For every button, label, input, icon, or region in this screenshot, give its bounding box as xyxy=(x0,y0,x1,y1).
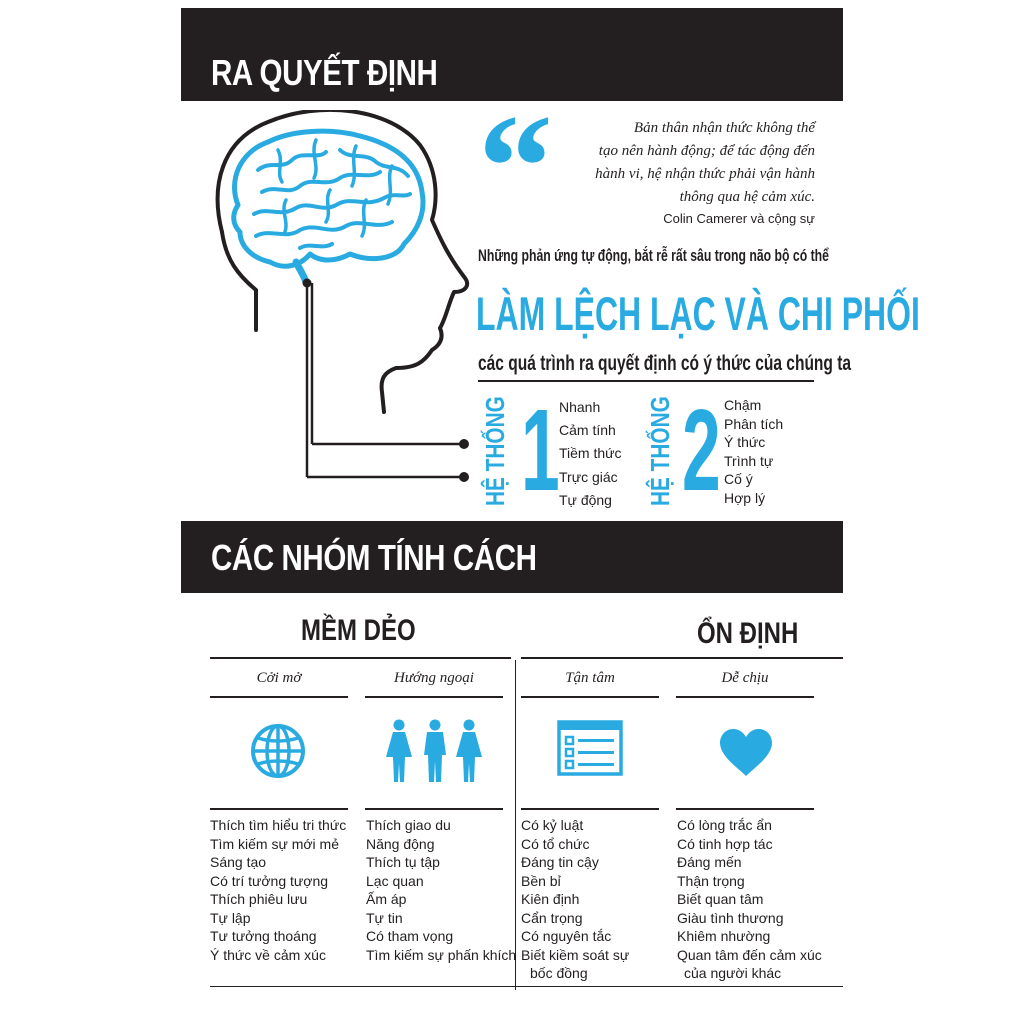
quote-line: hành vi, hệ nhận thức phải vận hành xyxy=(595,166,815,182)
quote-line: Bản thân nhận thức không thể xyxy=(633,120,815,136)
section-banner-personality xyxy=(181,521,843,593)
trait-item: Thích tụ tập xyxy=(366,854,440,870)
system-connector-lines xyxy=(303,279,470,483)
statement-line-1: Những phản ứng tự động, bắt rễ rất sâu trong não bộ có thể xyxy=(478,246,829,265)
column-title-conscientiousness: Tận tâm xyxy=(565,670,615,686)
statement-highlight: LÀM LỆCH LẠC VÀ CHI PHỐI xyxy=(476,287,920,340)
trait-item: Có lòng trắc ẩn xyxy=(677,817,772,833)
trait-item: Thích tìm hiểu tri thức xyxy=(210,817,347,833)
trait-item: Quan tâm đến cảm xúc xyxy=(677,946,822,963)
system-trait: Tự động xyxy=(559,491,612,508)
trait-item: Biết quan tâm xyxy=(677,891,764,907)
statement-line-3: các quá trình ra quyết định có ý thức của chúng ta xyxy=(478,352,852,375)
trait-item: Thích giao du xyxy=(366,817,451,833)
trait-item: Sáng tạo xyxy=(210,854,267,870)
section-title-personality: CÁC NHÓM TÍNH CÁCH xyxy=(211,537,537,578)
trait-item: Cẩn trọng xyxy=(521,909,583,926)
system-trait: Trực giác xyxy=(559,468,618,485)
trait-item: Giàu tình thương xyxy=(677,909,784,926)
column-rule xyxy=(676,696,814,698)
column-rule xyxy=(210,696,348,698)
column-rule xyxy=(521,808,659,810)
system-2-traits xyxy=(724,396,783,508)
column-rule xyxy=(365,808,503,810)
trait-item: Tư tưởng thoáng xyxy=(210,928,317,944)
group-rule-left xyxy=(210,657,511,659)
quote-line: tạo nên hành động; để tác động đến xyxy=(598,143,815,159)
quote-author: Colin Camerer và cộng sự xyxy=(663,211,815,226)
statement-divider xyxy=(478,380,814,382)
trait-item: Tìm kiếm sự phấn khích xyxy=(366,946,517,963)
system-1-number: 1 xyxy=(521,385,560,515)
system-trait: Chậm xyxy=(724,397,762,413)
trait-item: Ấm áp xyxy=(366,891,407,907)
quote-mark-icon: “ xyxy=(478,84,553,250)
column-title-agreeableness: Dễ chịu xyxy=(721,670,769,686)
globe-icon xyxy=(250,723,306,779)
trait-item: Bền bỉ xyxy=(521,872,561,889)
trait-item: Đáng mến xyxy=(677,854,742,870)
trait-item: Năng động xyxy=(366,835,435,852)
heart-icon xyxy=(718,728,774,778)
system-1-traits xyxy=(559,396,622,512)
bottom-rule xyxy=(210,986,843,987)
trait-item: Khiêm nhường xyxy=(677,928,771,944)
column-traits-extraversion xyxy=(366,816,516,964)
column-traits-conscientiousness xyxy=(521,816,629,983)
column-rule xyxy=(676,808,814,810)
column-rule xyxy=(365,696,503,698)
section-title-decision: RA QUYẾT ĐỊNH xyxy=(211,52,438,93)
column-title-extraversion: Hướng ngoại xyxy=(394,670,474,686)
head-brain-illustration xyxy=(190,110,490,490)
system-2-label: HỆ THỐNG xyxy=(645,396,675,506)
trait-item: Có nguyên tắc xyxy=(521,928,612,944)
system-trait: Ý thức xyxy=(724,434,766,451)
column-title-openness: Cởi mở xyxy=(256,670,302,686)
people-icon xyxy=(385,719,485,783)
trait-item: Ý thức về cảm xúc xyxy=(210,946,326,963)
system-trait: Trình tự xyxy=(724,452,774,469)
trait-item: Tự tin xyxy=(366,909,403,926)
trait-item: Đáng tin cậy xyxy=(521,854,599,870)
trait-item: Thích phiêu lưu xyxy=(210,891,308,907)
brain-icon xyxy=(234,131,423,282)
system-trait: Phân tích xyxy=(724,415,784,432)
trait-item: Tìm kiếm sự mới mẻ xyxy=(210,835,339,852)
system-trait: Nhanh xyxy=(559,399,601,415)
trait-item: Tự lập xyxy=(210,909,251,926)
system-trait: Tiềm thức xyxy=(559,445,622,462)
system-trait: Cố ý xyxy=(724,471,753,488)
trait-item: của người khác xyxy=(684,965,782,981)
trait-item: Có tham vọng xyxy=(366,928,454,944)
trait-item: Thận trọng xyxy=(677,872,745,889)
trait-item: Kiên định xyxy=(521,891,580,907)
column-traits-agreeableness xyxy=(677,816,822,983)
trait-item: Có tinh hợp tác xyxy=(677,835,773,852)
quote-line: thông qua hệ cảm xúc. xyxy=(679,189,815,205)
system-trait: Hợp lý xyxy=(724,489,766,506)
group-title-flexible: MỀM DẺO xyxy=(301,614,416,647)
trait-item: bốc đồng xyxy=(530,965,588,981)
column-rule xyxy=(210,808,348,810)
trait-item: Có tổ chức xyxy=(521,835,590,852)
trait-item: Có kỷ luật xyxy=(521,817,584,833)
column-rule xyxy=(521,696,659,698)
column-traits-openness xyxy=(210,816,346,964)
trait-item: Có trí tưởng tượng xyxy=(210,872,329,889)
quote-block xyxy=(555,117,815,209)
group-rule-right xyxy=(521,657,843,659)
trait-item: Lạc quan xyxy=(366,872,424,889)
system-trait: Cảm tính xyxy=(559,422,616,439)
trait-item: Biết kiềm soát sự xyxy=(521,946,630,963)
system-2-number: 2 xyxy=(682,385,721,515)
system-1-label: HỆ THỐNG xyxy=(480,396,510,506)
checklist-icon xyxy=(557,720,623,776)
group-title-stable: ỔN ĐỊNH xyxy=(697,617,799,650)
